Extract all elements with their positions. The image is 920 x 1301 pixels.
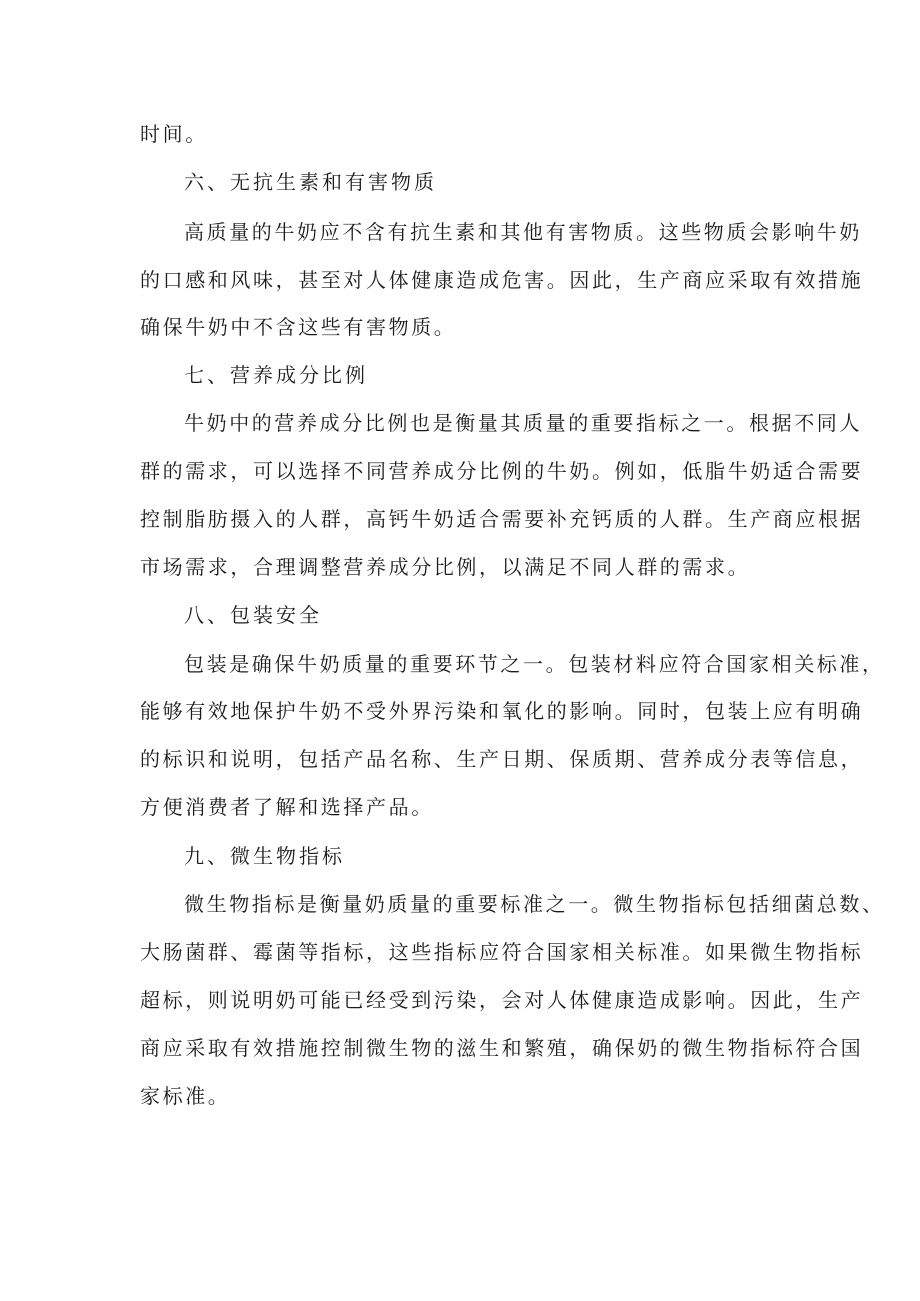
section-7-paragraph-line: 市场需求，合理调整营养成分比例，以满足不同人群的需求。 xyxy=(140,555,751,579)
section-8-paragraph-line: 能够有效地保护牛奶不受外界污染和氧化的影响。同时，包装上应有明确 xyxy=(140,699,864,723)
section-8-paragraph-line: 包装是确保牛奶质量的重要环节之一。包装材料应符合国家相关标准， xyxy=(184,652,885,676)
section-8-heading: 八、包装安全 xyxy=(184,603,322,627)
section-9-paragraph-line: 大肠菌群、霉菌等指标，这些指标应符合国家相关标准。如果微生物指标 xyxy=(140,940,864,964)
section-9-paragraph-line: 家标准。 xyxy=(140,1084,231,1108)
section-6-paragraph-line: 的口感和风味，甚至对人体健康造成危害。因此，生产商应采取有效措施 xyxy=(140,268,864,292)
section-7-paragraph-line: 控制脂肪摄入的人群，高钙牛奶适合需要补充钙质的人群。生产商应根据 xyxy=(140,507,864,531)
section-9-paragraph-line: 超标，则说明奶可能已经受到污染，会对人体健康造成影响。因此，生产 xyxy=(140,988,864,1012)
section-8-paragraph-line: 方便消费者了解和选择产品。 xyxy=(140,795,434,819)
section-6-paragraph-line: 确保牛奶中不含这些有害物质。 xyxy=(140,315,457,339)
section-9-paragraph-line: 商应采取有效措施控制微生物的滋生和繁殖，确保奶的微生物指标符合国 xyxy=(140,1036,864,1060)
section-6-paragraph-line: 高质量的牛奶应不含有抗生素和其他有害物质。这些物质会影响牛奶 xyxy=(184,220,862,244)
section-6-heading: 六、无抗生素和有害物质 xyxy=(184,170,437,194)
section-8-paragraph-line: 的标识和说明，包括产品名称、生产日期、保质期、营养成分表等信息， xyxy=(140,747,864,771)
section-7-heading: 七、营养成分比例 xyxy=(184,363,368,387)
section-9-paragraph-line: 微生物指标是衡量奶质量的重要标准之一。微生物指标包括细菌总数、 xyxy=(184,892,885,916)
section-9-heading: 九、微生物指标 xyxy=(184,844,345,868)
section-7-paragraph-line: 群的需求，可以选择不同营养成分比例的牛奶。例如，低脂牛奶适合需要 xyxy=(140,459,864,483)
section-7-paragraph-line: 牛奶中的营养成分比例也是衡量其质量的重要指标之一。根据不同人 xyxy=(184,411,862,435)
continuation-text-line: 时间。 xyxy=(140,122,208,146)
